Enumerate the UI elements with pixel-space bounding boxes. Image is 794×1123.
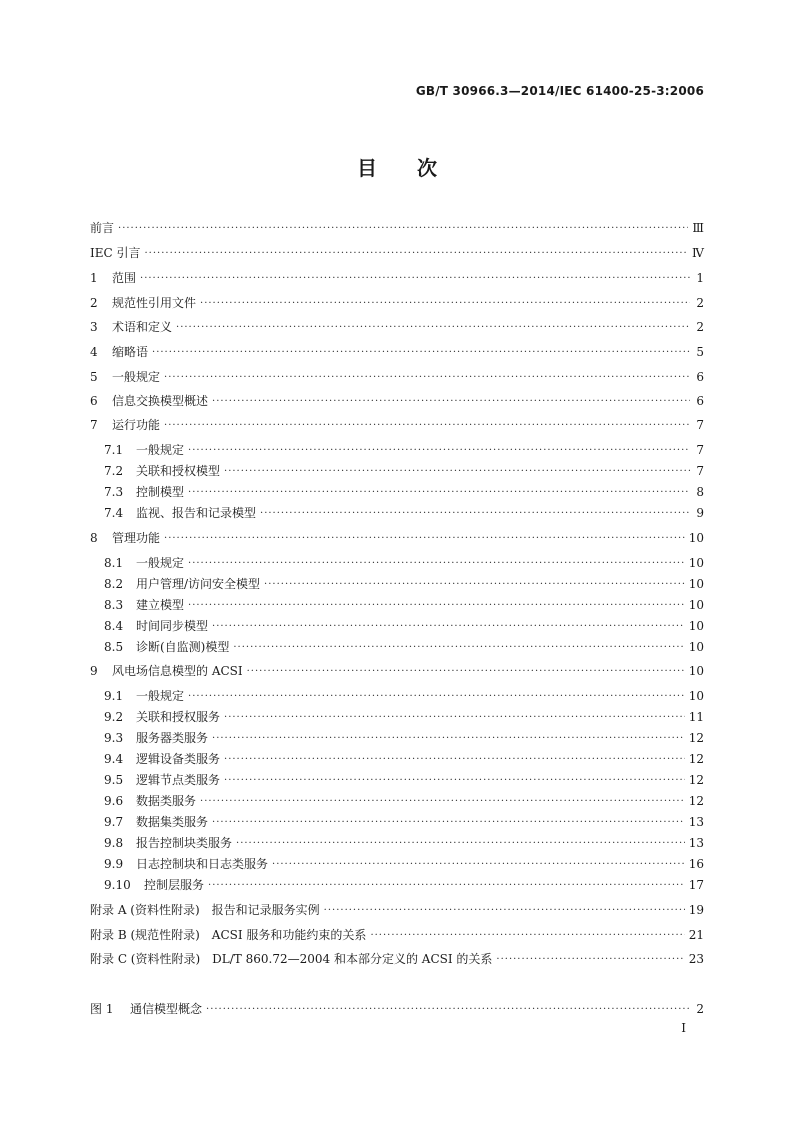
toc-entry-1[interactable] [90, 269, 704, 287]
toc-entry-figure-1[interactable] [90, 1000, 704, 1018]
toc-leader [212, 731, 685, 747]
toc-label: 附录 A (资料性附录) 报告和记录服务实例 [90, 903, 320, 917]
toc-number: 9.7 [104, 815, 124, 829]
toc-label: 通信模型概念 [130, 1002, 203, 1016]
toc-number: 7.1 [104, 443, 124, 457]
toc-page: 17 [688, 878, 704, 892]
toc-entry-6[interactable] [90, 392, 704, 410]
toc-leader [176, 320, 690, 336]
toc-entry-9-4[interactable] [104, 750, 704, 768]
toc-page: 10 [688, 556, 704, 570]
toc-page: 10 [688, 689, 704, 703]
toc-page: 12 [688, 752, 704, 766]
toc-label: IEC 引言 [90, 246, 141, 260]
page-folio: I [681, 1021, 686, 1035]
toc-page: 13 [688, 836, 704, 850]
toc-page: 8 [696, 485, 704, 499]
toc-label: 数据集类服务 [136, 815, 209, 829]
toc-leader [212, 394, 690, 410]
toc-leader [200, 296, 690, 312]
toc-leader [145, 246, 689, 262]
toc-page: 19 [688, 903, 704, 917]
toc-entry-8[interactable] [90, 529, 704, 547]
toc-leader [224, 464, 690, 480]
toc-number: 8.1 [104, 556, 124, 570]
toc-label: 规范性引用文件 [112, 296, 197, 310]
toc-leader [224, 773, 685, 789]
toc-leader [224, 710, 685, 726]
toc-leader [164, 370, 690, 386]
toc-leader [188, 598, 685, 614]
toc-entry-7[interactable] [90, 416, 704, 434]
toc-entry-9-2[interactable] [104, 708, 704, 726]
toc-entry-foreword[interactable] [90, 219, 704, 237]
toc-number: 1 [90, 271, 98, 285]
toc-label: 关联和授权服务 [136, 710, 221, 724]
toc-page: 10 [688, 664, 704, 678]
toc-number: 9.8 [104, 836, 124, 850]
toc-page: 10 [688, 531, 704, 545]
toc-page: 10 [688, 619, 704, 633]
toc-leader [224, 752, 685, 768]
toc-label: 数据类服务 [136, 794, 197, 808]
toc-number: 8.3 [104, 598, 124, 612]
toc-page: Ⅳ [692, 246, 704, 260]
toc-label: 一般规定 [112, 370, 161, 384]
toc-number: 2 [90, 296, 98, 310]
toc-page: 5 [696, 345, 704, 359]
toc-label: 时间同步模型 [136, 619, 209, 633]
toc-entry-8-3[interactable] [104, 596, 704, 614]
toc-page: 10 [688, 577, 704, 591]
toc-page: 7 [696, 464, 704, 478]
toc-label: 逻辑设备类服务 [136, 752, 221, 766]
toc-number: 9.2 [104, 710, 124, 724]
toc-number: 3 [90, 320, 98, 334]
toc-page: 1 [696, 271, 704, 285]
toc-page: 11 [688, 710, 704, 724]
toc-number: 8.2 [104, 577, 124, 591]
toc-leader [247, 664, 685, 680]
toc-label: 术语和定义 [112, 320, 173, 334]
toc-leader [272, 857, 685, 873]
toc-number: 9.5 [104, 773, 124, 787]
toc-label: 控制层服务 [144, 878, 205, 892]
toc-page: 6 [696, 394, 704, 408]
toc-page: 2 [696, 296, 704, 310]
toc-label: 管理功能 [112, 531, 161, 545]
toc-page: Ⅲ [692, 221, 704, 235]
toc-leader [206, 1002, 690, 1018]
toc-label: 诊断(自监测)模型 [136, 640, 230, 654]
toc-number: 9.3 [104, 731, 124, 745]
toc-entry-7-1[interactable] [104, 441, 704, 459]
toc-leader [188, 443, 690, 459]
toc-label: 服务器类服务 [136, 731, 209, 745]
toc-number: 8.4 [104, 619, 124, 633]
toc-number: 9.4 [104, 752, 124, 766]
toc-leader [164, 531, 685, 547]
toc-label: 附录 B (规范性附录) ACSI 服务和功能约束的关系 [90, 928, 367, 942]
toc-label: 一般规定 [136, 443, 185, 457]
toc-entry-9-3[interactable] [104, 729, 704, 747]
toc-leader [188, 689, 685, 705]
toc-leader [324, 903, 685, 919]
toc-entry-3[interactable] [90, 318, 704, 336]
toc-number: 8.5 [104, 640, 124, 654]
toc-label: 逻辑节点类服务 [136, 773, 221, 787]
toc-label: 一般规定 [136, 556, 185, 570]
toc-number: 9.10 [104, 878, 131, 892]
toc-leader [200, 794, 685, 810]
toc-entry-annex-a[interactable] [90, 901, 704, 919]
toc-label: 监视、报告和记录模型 [136, 506, 257, 520]
toc-page: 23 [688, 952, 704, 966]
toc-entry-7-2[interactable] [104, 462, 704, 480]
toc-number: 8 [90, 531, 98, 545]
toc-number: 5 [90, 370, 98, 384]
toc-page: 7 [696, 443, 704, 457]
toc-entry-2[interactable] [90, 294, 704, 312]
toc-entry-iec-intro[interactable] [90, 244, 704, 262]
toc-label: 缩略语 [112, 345, 149, 359]
toc-number: 9.6 [104, 794, 124, 808]
toc-label: 一般规定 [136, 689, 185, 703]
toc-page: 6 [696, 370, 704, 384]
toc-leader [260, 506, 690, 522]
toc-entry-9[interactable] [90, 662, 704, 680]
toc-leader [164, 418, 690, 434]
toc-page: 10 [688, 640, 704, 654]
toc-page: 9 [696, 506, 704, 520]
toc-page: 13 [688, 815, 704, 829]
toc-entry-7-4[interactable] [104, 504, 704, 522]
toc-page: 21 [688, 928, 704, 942]
toc-entry-8-1[interactable] [104, 554, 704, 572]
toc-entry-annex-c[interactable] [90, 950, 704, 968]
toc-label: 关联和授权模型 [136, 464, 221, 478]
toc-label: 日志控制块和日志类服务 [136, 857, 269, 871]
toc-entry-9-9[interactable] [104, 855, 704, 873]
toc-page: 16 [688, 857, 704, 871]
toc-leader [188, 556, 685, 572]
toc-number: 6 [90, 394, 98, 408]
page-title: 目 次 [357, 156, 437, 180]
toc-label: 建立模型 [136, 598, 185, 612]
toc-label: 运行功能 [112, 418, 161, 432]
toc-page: 12 [688, 731, 704, 745]
toc-entry-4[interactable] [90, 343, 704, 361]
toc-entry-7-3[interactable] [104, 483, 704, 501]
toc-leader [212, 815, 685, 831]
toc-number: 图 1 [90, 1002, 114, 1016]
toc-entry-9-10[interactable] [104, 876, 704, 894]
toc-page: 2 [696, 1002, 704, 1016]
toc-label: 范围 [112, 271, 137, 285]
toc-leader [152, 345, 690, 361]
toc-entry-8-2[interactable] [104, 575, 704, 593]
toc-number: 4 [90, 345, 98, 359]
toc-leader [233, 640, 684, 656]
toc-entry-9-6[interactable] [104, 792, 704, 810]
toc-entry-8-5[interactable] [104, 638, 704, 656]
toc-entry-9-8[interactable] [104, 834, 704, 852]
toc-leader [188, 485, 690, 501]
toc-entry-9-1[interactable] [104, 687, 704, 705]
toc-entry-9-7[interactable] [104, 813, 704, 831]
toc-entry-8-4[interactable] [104, 617, 704, 635]
toc-page: 10 [688, 598, 704, 612]
toc-number: 7.3 [104, 485, 124, 499]
toc-leader [264, 577, 685, 593]
toc-page: 12 [688, 794, 704, 808]
toc-number: 9.1 [104, 689, 124, 703]
toc-number: 7.2 [104, 464, 124, 478]
toc-leader [370, 928, 684, 944]
toc-entry-5[interactable] [90, 368, 704, 386]
toc-number: 9.9 [104, 857, 124, 871]
toc-entry-annex-b[interactable] [90, 926, 704, 944]
toc-leader [236, 836, 685, 852]
toc-label: 控制模型 [136, 485, 185, 499]
toc-label: 附录 C (资料性附录) DL/T 860.72—2004 和本部分定义的 ACSI 的关系 [90, 952, 493, 966]
toc-leader [118, 221, 688, 237]
toc-leader [208, 878, 685, 894]
toc-leader [140, 271, 690, 287]
toc-label: 信息交换模型概述 [112, 394, 209, 408]
standard-code: GB/T 30966.3—2014/IEC 61400-25-3:2006 [415, 84, 704, 98]
toc-label: 前言 [90, 221, 115, 235]
toc-page: 2 [696, 320, 704, 334]
toc-number: 9 [90, 664, 98, 678]
toc-leader [212, 619, 685, 635]
toc-entry-9-5[interactable] [104, 771, 704, 789]
toc-number: 7 [90, 418, 98, 432]
toc-number: 7.4 [104, 506, 124, 520]
toc-page: 12 [688, 773, 704, 787]
toc-label: 报告控制块类服务 [136, 836, 233, 850]
toc-label: 用户管理/访问安全模型 [136, 577, 261, 591]
toc-label: 风电场信息模型的 ACSI [112, 664, 243, 678]
toc-leader [496, 952, 684, 968]
toc-page: 7 [696, 418, 704, 432]
